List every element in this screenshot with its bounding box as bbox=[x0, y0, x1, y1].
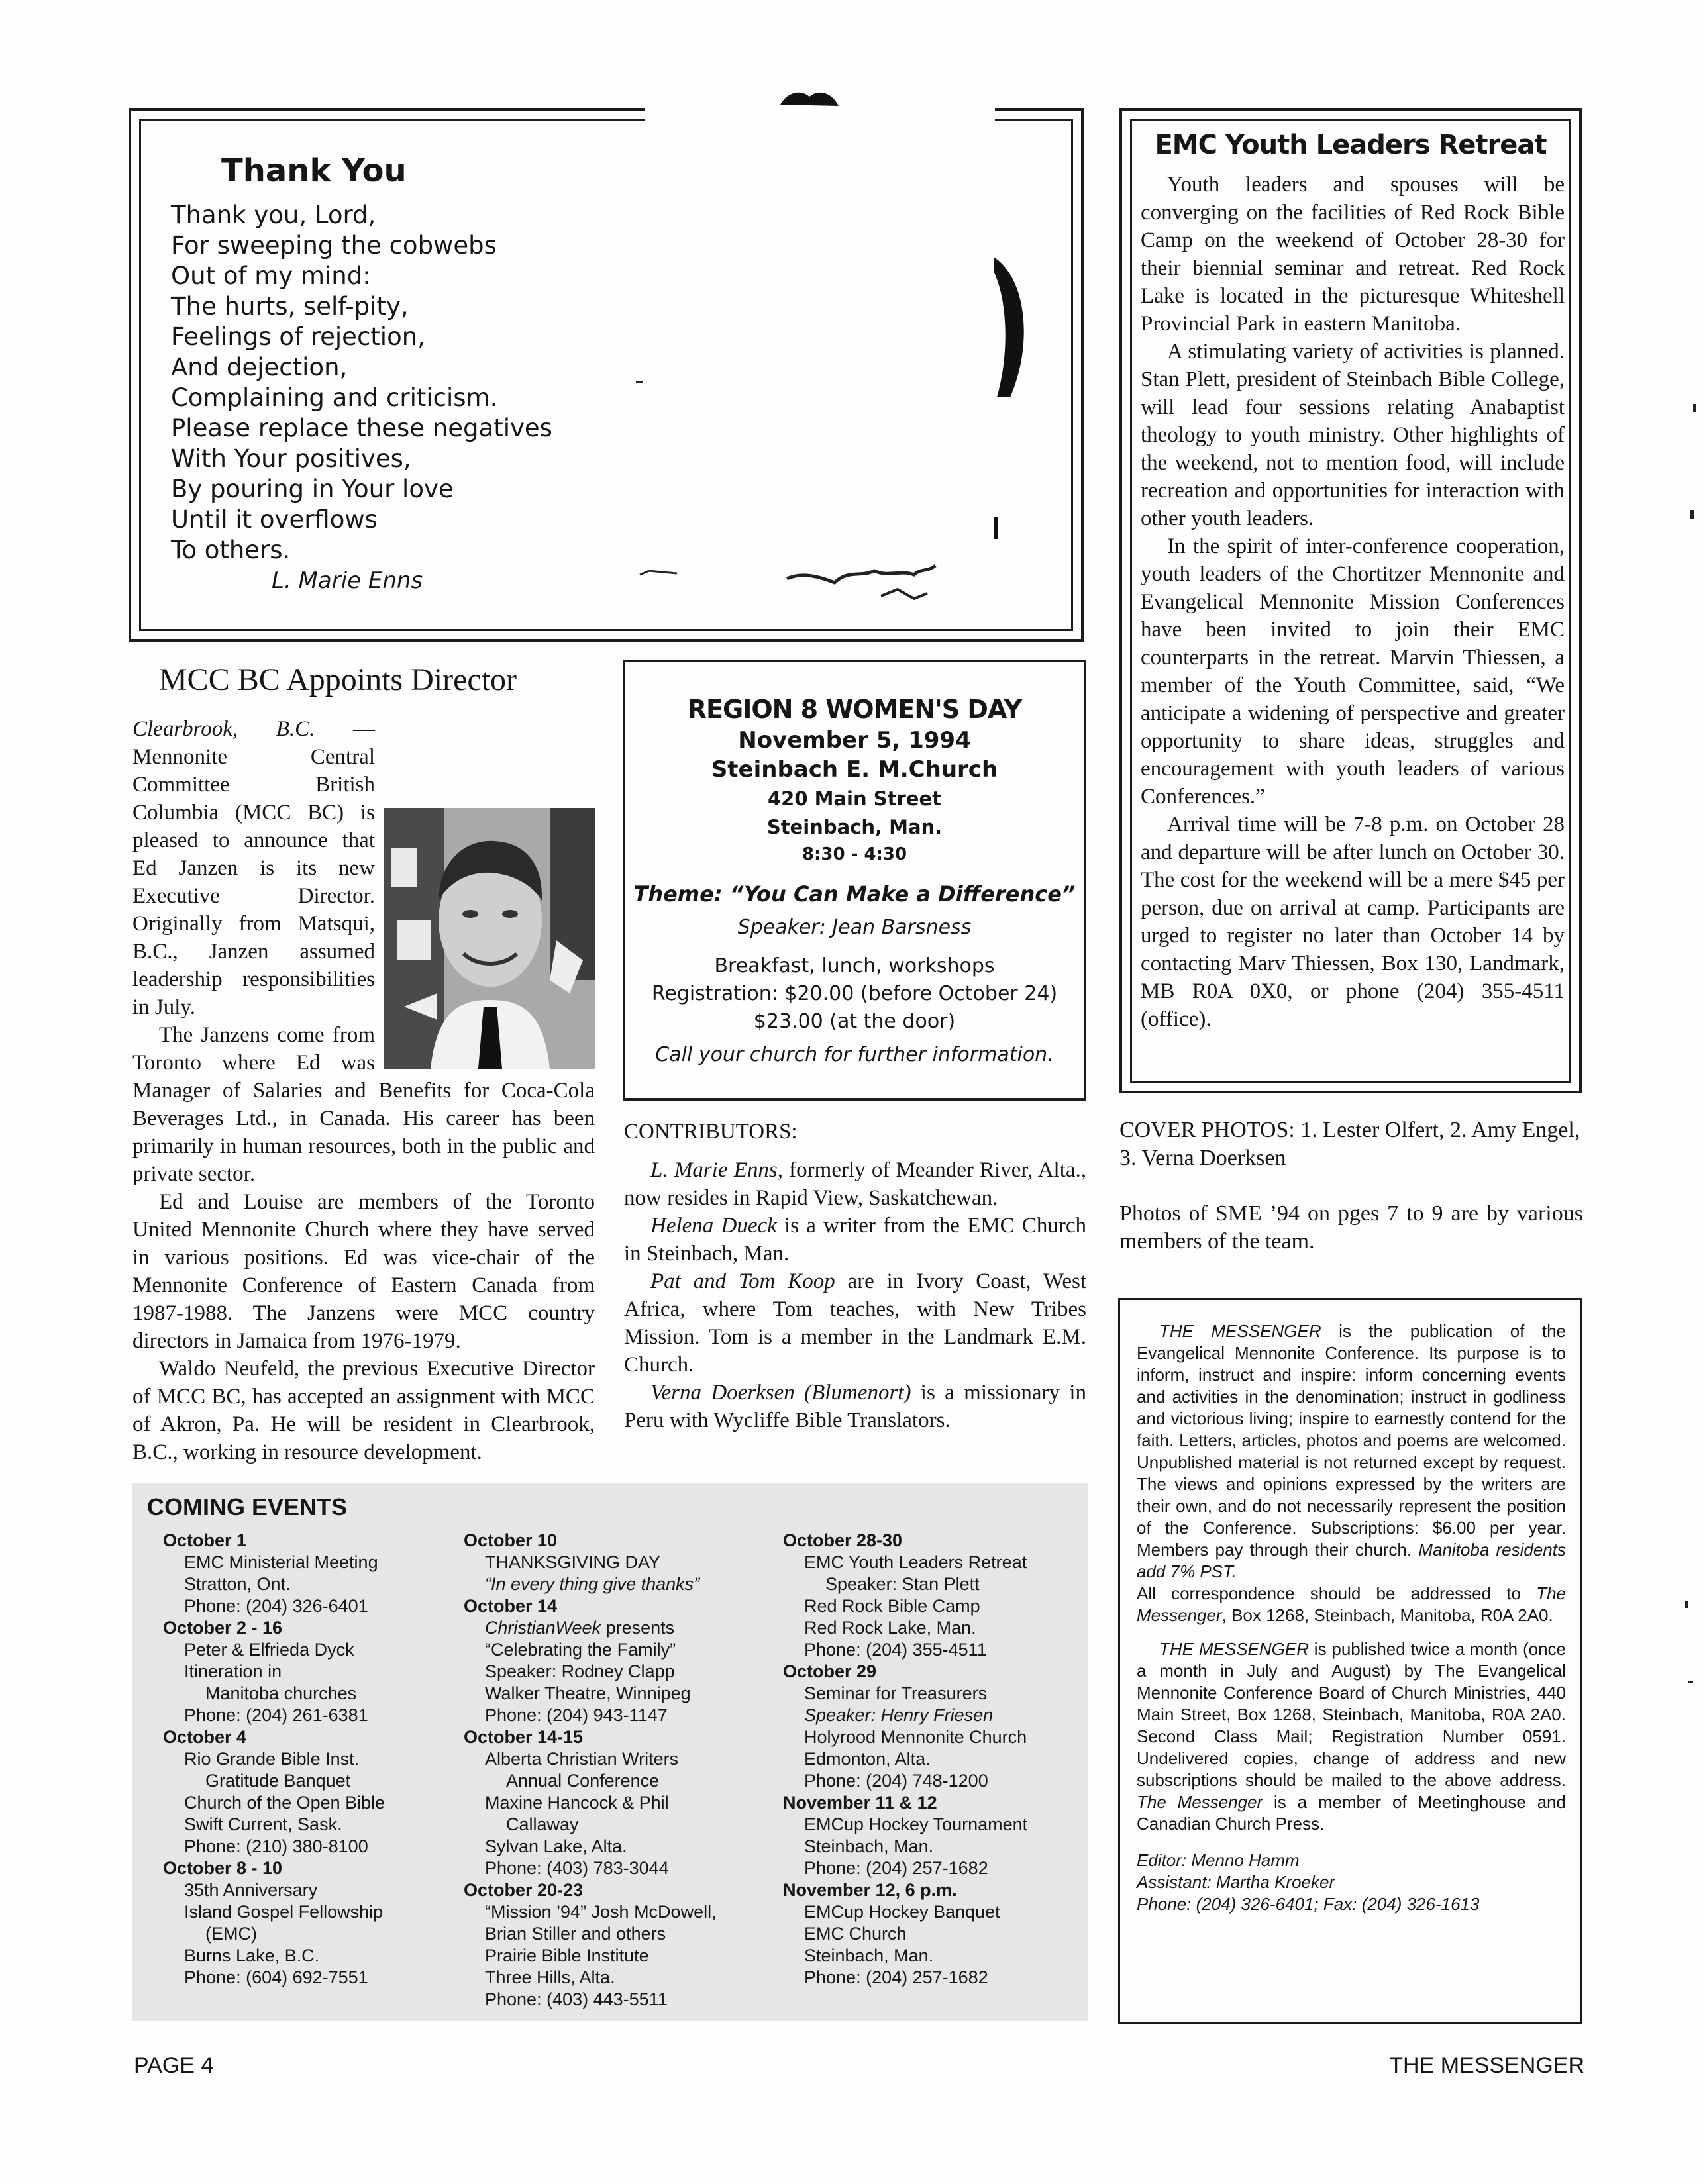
event-date: October 8 - 10 bbox=[163, 1858, 283, 1878]
event-detail: Swift Current, Sask. bbox=[184, 1814, 342, 1834]
event-date: October 14-15 bbox=[464, 1727, 584, 1747]
retreat-title: EMC Youth Leaders Retreat bbox=[1155, 130, 1547, 160]
event-detail: Steinbach, Man. bbox=[804, 1836, 934, 1856]
event-detail: Burns Lake, B.C. bbox=[184, 1946, 320, 1965]
womens-day-date: November 5, 1994 bbox=[738, 727, 971, 754]
poem-line: To others. bbox=[171, 536, 291, 564]
scan-mark bbox=[1693, 404, 1696, 412]
mcc-body bbox=[132, 715, 595, 1466]
event-detail: Edmonton, Alta. bbox=[804, 1749, 931, 1769]
poem-line: The hurts, self-pity, bbox=[171, 292, 409, 321]
messenger-text: , Box 1268, Steinbach, Manitoba, R0A 2A0. bbox=[1221, 1605, 1553, 1625]
paragraph: In the spirit of inter-conference cooperation, youth leaders of the Chortitzer Mennonite and Evangelical Mennonite Mission Conferences have been invited to join their EMC counterparts in the retreat. Marvin Thiessen, a member of the Youth Committee, said, “We anticipate a widening of perspective and greater opportunity to share ideas, struggles and encouragement with youth leaders of various Conferences.” bbox=[1141, 534, 1565, 809]
dateline: Clearbrook, B.C. bbox=[132, 717, 315, 741]
contributor-name: Helena Dueck bbox=[650, 1214, 777, 1238]
scribble-3 bbox=[881, 589, 927, 599]
event-detail: “Mission ’94” Josh McDowell, bbox=[485, 1902, 717, 1922]
event-detail: EMC Ministerial Meeting bbox=[184, 1552, 378, 1572]
event-detail: ChristianWeek presents bbox=[485, 1618, 675, 1638]
publication-name: THE MESSENGER bbox=[1159, 1321, 1321, 1341]
contributor-name: L. Marie Enns, bbox=[650, 1158, 783, 1182]
event-date: October 14 bbox=[464, 1596, 558, 1616]
event-detail: Itineration in bbox=[184, 1662, 282, 1681]
scan-mark bbox=[1685, 1601, 1688, 1608]
event-detail: Phone: (204) 355-4511 bbox=[804, 1640, 987, 1660]
poem-line: And dejection, bbox=[171, 353, 348, 381]
ornament-top bbox=[780, 93, 839, 106]
womens-day-city: Steinbach, Man. bbox=[766, 816, 943, 838]
tick-mark bbox=[994, 517, 998, 539]
contributor-item bbox=[624, 1379, 1086, 1434]
event-detail: Phone: (204) 748-1200 bbox=[804, 1771, 988, 1791]
womens-day-speaker: Speaker: Jean Barsness bbox=[737, 916, 972, 939]
poem-line: Thank you, Lord, bbox=[171, 201, 376, 229]
messenger-info-content bbox=[1137, 1320, 1566, 1915]
portrait-illustration bbox=[384, 808, 595, 1069]
poem-line: Out of my mind: bbox=[171, 262, 371, 290]
scribble-1 bbox=[640, 571, 677, 575]
coming-events-title: COMING EVENTS bbox=[147, 1493, 348, 1520]
poem-line: By pouring in Your love bbox=[171, 475, 454, 503]
events-column-2 bbox=[464, 1530, 775, 2010]
messenger-paragraph-1 bbox=[1137, 1320, 1566, 1583]
event-detail: Maxine Hancock & Phil bbox=[485, 1793, 669, 1812]
contributor-item bbox=[624, 1212, 1086, 1267]
paragraph: A stimulating variety of activities is planned. Stan Plett, president of Steinbach Bible College, will lead four sessions relating Anabaptist theology to youth ministry. Other highlights of the weekend, not to mention food, will include recreation and opportunities for interaction with other youth leaders. bbox=[1141, 340, 1565, 530]
event-detail: Callaway bbox=[506, 1814, 579, 1834]
contributor-text: are in Ivory Coast, West Africa, where Tom teaches, with New Tribes Mission. Tom is a member in the Landmark E.M. Church. bbox=[624, 1269, 1086, 1377]
messenger-text: All correspondence should be addressed to bbox=[1137, 1583, 1537, 1603]
contributor-text: is a writer from the EMC Church in Steinbach, Man. bbox=[624, 1214, 1086, 1266]
mcc-paragraph-4: Waldo Neufeld, the previous Executive Director of MCC BC, has accepted an assignment with MCC of Akron, Pa. He will be resident in Clearbrook, B.C., working in resource development. bbox=[132, 1357, 595, 1464]
event-detail: “In every thing give thanks” bbox=[485, 1574, 700, 1594]
poem-line: Please replace these negatives bbox=[171, 414, 552, 442]
event-detail: Phone: (204) 261-6381 bbox=[184, 1705, 368, 1725]
event-detail: Church of the Open Bible bbox=[184, 1793, 386, 1812]
messenger-paragraph-2 bbox=[1137, 1583, 1566, 1626]
event-detail: Red Rock Bible Camp bbox=[804, 1596, 980, 1616]
contributors bbox=[624, 1118, 1086, 1434]
event-detail: Phone: (403) 783-3044 bbox=[485, 1858, 669, 1878]
messenger-text: is published twice a month (once a month in July and August) by The Evangelical Mennonite Conference Board of Church Ministries, 440 Main Street, Box 1268, Steinbach, Manitoba, R0A 2A0. Second Class Mail; Registration Number 0591. Undelivered copies, change of address and new subscriptions should be mailed to the above address. bbox=[1137, 1639, 1566, 1790]
scan-mark bbox=[1688, 1681, 1693, 1683]
event-detail: Phone: (204) 257-1682 bbox=[804, 1967, 988, 1987]
event-detail: Phone: (204) 943-1147 bbox=[485, 1705, 668, 1725]
event-detail: Three Hills, Alta. bbox=[485, 1967, 615, 1987]
event-detail: Phone: (204) 257-1682 bbox=[804, 1858, 988, 1878]
event-detail: Prairie Bible Institute bbox=[485, 1946, 649, 1965]
event-detail: “Celebrating the Family” bbox=[485, 1640, 676, 1660]
event-detail: EMCup Hockey Banquet bbox=[804, 1902, 1000, 1922]
event-detail: EMC Youth Leaders Retreat bbox=[804, 1552, 1027, 1572]
event-detail: Manitoba churches bbox=[205, 1683, 357, 1703]
contributor-item bbox=[624, 1267, 1086, 1379]
event-detail: Brian Stiller and others bbox=[485, 1924, 666, 1944]
event-detail: Red Rock Lake, Man. bbox=[804, 1618, 976, 1638]
event-detail: Speaker: Stan Plett bbox=[825, 1574, 980, 1594]
event-detail: Alberta Christian Writers bbox=[485, 1749, 679, 1769]
page-number: PAGE 4 bbox=[134, 2053, 214, 2078]
womens-day-street: 420 Main Street bbox=[768, 787, 941, 810]
event-detail: Phone: (204) 326-6401 bbox=[184, 1596, 368, 1616]
photos-note: Photos of SME ’94 on pges 7 to 9 are by various members of the team. bbox=[1119, 1201, 1583, 1254]
event-date: October 2 - 16 bbox=[163, 1618, 283, 1638]
womens-day-registration: Registration: $20.00 (before October 24) bbox=[651, 982, 1058, 1005]
womens-day-time: 8:30 - 4:30 bbox=[801, 844, 907, 864]
poem-title: Thank You bbox=[221, 152, 407, 189]
event-date: October 29 bbox=[783, 1662, 877, 1681]
event-detail: THANKSGIVING DAY bbox=[485, 1552, 661, 1572]
mcc-p1-text: — Mennonite Central Committee British Columbia (MCC BC) is pleased to announce that Ed Janzen is its new Executive Director. Originally from Matsqui, B.C., Janzen assumed leadership responsibilities in July. bbox=[132, 717, 375, 1019]
editor-line: Editor: Menno Hamm bbox=[1137, 1850, 1300, 1870]
mcc-paragraph-2: The Janzens come from Toronto where Ed was Manager of Salaries and Benefits for Coca-Cola Beverages Ltd., in Canada. His career has been primarily in human resources, both in the public and private sector. bbox=[132, 1023, 595, 1186]
contributor-name: Verna Doerksen (Blumenort) bbox=[650, 1381, 911, 1405]
contributor-text: is a missionary in Peru with Wycliffe Bible Translators. bbox=[624, 1381, 1087, 1432]
event-date: October 4 bbox=[163, 1727, 247, 1747]
poem-line: Complaining and criticism. bbox=[171, 383, 498, 412]
event-detail: Island Gospel Fellowship bbox=[184, 1902, 384, 1922]
contributor-item bbox=[624, 1156, 1086, 1212]
mcc-title: MCC BC Appoints Director bbox=[159, 662, 517, 697]
arc-shape bbox=[994, 257, 1024, 397]
womens-day-theme: Theme: “You Can Make a Difference” bbox=[633, 881, 1076, 907]
paragraph: Youth leaders and spouses will be converging on the facilities of Red Rock Bible Camp on the weekend of October 28-30 for their biennial seminar and retreat. Red Rock Lake is located in the picturesque Whiteshell Provincial Park in eastern Manitoba. bbox=[1141, 173, 1565, 336]
illustration-fragments bbox=[636, 79, 1033, 629]
event-detail: Gratitude Banquet bbox=[205, 1771, 351, 1791]
event-detail: Sylvan Lake, Alta. bbox=[485, 1836, 627, 1856]
event-date: November 11 & 12 bbox=[783, 1793, 937, 1812]
retreat-body bbox=[1141, 171, 1565, 1033]
event-detail: Seminar for Treasurers bbox=[804, 1683, 988, 1703]
womens-day-call: Call your church for further information. bbox=[655, 1043, 1054, 1066]
contributor-name: Pat and Tom Koop bbox=[650, 1269, 835, 1293]
contributors-heading: CONTRIBUTORS: bbox=[624, 1120, 798, 1144]
event-detail: Holyrood Mennonite Church bbox=[804, 1727, 1027, 1747]
poem-body bbox=[171, 200, 552, 566]
event-detail: Speaker: Rodney Clapp bbox=[485, 1662, 675, 1681]
event-detail: Annual Conference bbox=[506, 1771, 660, 1791]
event-detail: 35th Anniversary bbox=[184, 1880, 318, 1900]
publication-name: The Messenger bbox=[1137, 1583, 1566, 1625]
event-detail: Phone: (403) 443-5511 bbox=[485, 1989, 668, 2009]
womens-day-content bbox=[625, 693, 1084, 1070]
event-detail: Peter & Elfrieda Dyck bbox=[184, 1640, 354, 1660]
cover-photos: COVER PHOTOS: 1. Lester Olfert, 2. Amy Engel, 3. Verna Doerksen bbox=[1119, 1118, 1580, 1170]
womens-day-title: REGION 8 WOMEN'S DAY bbox=[687, 695, 1022, 724]
scan-mark bbox=[1690, 510, 1694, 519]
event-detail: Phone: (604) 692-7551 bbox=[184, 1967, 368, 1987]
poem-author: L. Marie Enns bbox=[272, 568, 423, 594]
event-detail: Phone: (210) 380-8100 bbox=[184, 1836, 368, 1856]
messenger-paragraph-3 bbox=[1137, 1638, 1566, 1835]
poem-line: For sweeping the cobwebs bbox=[171, 231, 497, 260]
event-detail: Stratton, Ont. bbox=[184, 1574, 291, 1594]
paragraph: Arrival time will be 7-8 p.m. on October 28 and departure will be after lunch on October 30. The cost for the weekend will be a mere $45 per person, due on arrival at camp. Participants are urged to register no later than October 14 by contacting Marv Thiessen, Box 130, Landmark, MB R0A 0X0, or phone (204) 355-4511 (office). bbox=[1141, 813, 1565, 1031]
event-detail: Walker Theatre, Winnipeg bbox=[485, 1683, 691, 1703]
event-date: October 1 bbox=[163, 1530, 247, 1550]
publication-name: The Messenger bbox=[1137, 1792, 1263, 1812]
poem-line: Feelings of rejection, bbox=[171, 323, 425, 351]
event-detail: Steinbach, Man. bbox=[804, 1946, 934, 1965]
portrait-photo bbox=[384, 808, 595, 1069]
assistant-line: Assistant: Martha Kroeker bbox=[1137, 1872, 1335, 1892]
womens-day-meals: Breakfast, lunch, workshops bbox=[714, 954, 995, 977]
messenger-text: is a member of Meetinghouse and Canadian Church Press. bbox=[1137, 1792, 1566, 1834]
event-detail: EMCup Hockey Tournament bbox=[804, 1814, 1028, 1834]
events-column-1 bbox=[163, 1530, 454, 1989]
poem-line: With Your positives, bbox=[171, 444, 411, 473]
event-detail: Rio Grande Bible Inst. bbox=[184, 1749, 360, 1769]
dash-mark bbox=[636, 381, 643, 383]
messenger-text: is the publication of the Evangelical Mennonite Conference. Its purpose is to inform, instruct and inspire: inform concerning events and activities in the denomination; instruct in godliness and victorious living; inspire to earnestly contend for the faith. Letters, articles, photos and poems are welcomed. Unpublished material is not returned except by request. The views and opinions expressed by the writers are their own, and do not necessarily represent the position of the Conference. Subscriptions: $6.00 per year. Members pay through their church. bbox=[1137, 1321, 1566, 1560]
womens-day-door: $23.00 (at the door) bbox=[753, 1010, 956, 1033]
event-date: October 20-23 bbox=[464, 1880, 584, 1900]
publication-footer: THE MESSENGER bbox=[1389, 2053, 1584, 2078]
contributor-text: formerly of Meander River, Alta., now resides in Rapid View, Saskatchewan. bbox=[624, 1158, 1087, 1210]
womens-day-place: Steinbach E. M.Church bbox=[711, 756, 998, 783]
phone-line: Phone: (204) 326-6401; Fax: (204) 326-1613 bbox=[1137, 1894, 1480, 1914]
publication-name: THE MESSENGER bbox=[1159, 1639, 1309, 1659]
event-date: October 28-30 bbox=[783, 1530, 903, 1550]
event-date: October 10 bbox=[464, 1530, 558, 1550]
event-detail: (EMC) bbox=[205, 1924, 257, 1944]
messenger-text-italic: Manitoba residents add 7% PST. bbox=[1137, 1540, 1566, 1581]
event-date: November 12, 6 p.m. bbox=[783, 1880, 957, 1900]
poem-line: Until it overflows bbox=[171, 505, 378, 534]
scribble-2 bbox=[787, 566, 935, 583]
mcc-paragraph-3: Ed and Louise are members of the Toronto United Mennonite Church where they have served in various positions. Ed was vice-chair of the Mennonite Conference of Eastern Canada from 1987-1988. The Janzens were MCC country directors in Jamaica from 1976-1979. bbox=[132, 1190, 595, 1353]
events-column-3 bbox=[783, 1530, 1088, 1989]
event-detail: Speaker: Henry Friesen bbox=[804, 1705, 994, 1725]
event-detail: EMC Church bbox=[804, 1924, 907, 1944]
